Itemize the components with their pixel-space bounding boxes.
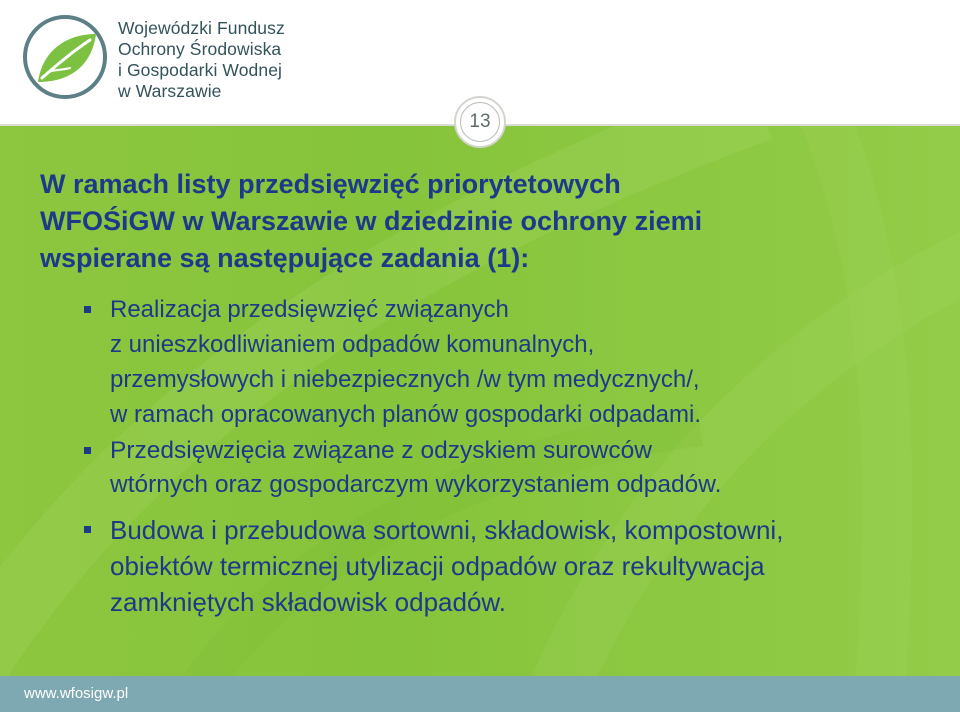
website-url: www.wfosigw.pl [24, 685, 129, 702]
title-line: wspierane są następujące zadania (1): [40, 243, 530, 273]
logo-line: i Gospodarki Wodnej [118, 60, 283, 80]
logo-line: w Warszawie [118, 81, 222, 101]
slide-title [40, 166, 920, 277]
list-item-line: zamkniętych składowisk odpadów. [110, 587, 506, 617]
title-line: WFOŚiGW w Warszawie w dziedzinie ochrony ziemi [40, 206, 703, 236]
task-list [80, 292, 940, 620]
title-line: W ramach listy przedsięwzięć priorytetowych [40, 169, 621, 199]
list-item-line: wtórnych oraz gospodarczym wykorzystaniem odpadów. [110, 471, 722, 498]
list-item-line: Budowa i przebudowa sortowni, składowisk, kompostowni, [110, 515, 784, 545]
list-item-line: z unieszkodliwianiem odpadów komunalnych, [110, 331, 595, 358]
list-item [80, 292, 940, 432]
logo-line: Wojewódzki Fundusz [118, 18, 285, 38]
organization-name [118, 18, 285, 102]
list-item-line: w ramach opracowanych planów gospodarki odpadami. [110, 401, 701, 428]
square-bullet-icon [84, 447, 91, 454]
list-item-line: Przedsięwzięcia związane z odzyskiem surowców [110, 437, 652, 464]
list-item [80, 512, 940, 620]
page-number-badge [454, 96, 506, 148]
leaf-logo-icon [20, 12, 110, 102]
list-item [80, 434, 940, 502]
square-bullet-icon [84, 306, 91, 313]
list-item-line: przemysłowych i niebezpiecznych /w tym medycznych/, [110, 366, 700, 393]
list-item-line: obiektów termicznej utylizacji odpadów oraz rekultywacja [110, 551, 765, 581]
square-bullet-icon [84, 526, 91, 533]
page-number: 13 [460, 102, 500, 142]
footer-bar [0, 676, 960, 712]
list-item-line: Realizacja przedsięwzięć związanych [110, 296, 509, 323]
logo-line: Ochrony Środowiska [118, 39, 282, 59]
